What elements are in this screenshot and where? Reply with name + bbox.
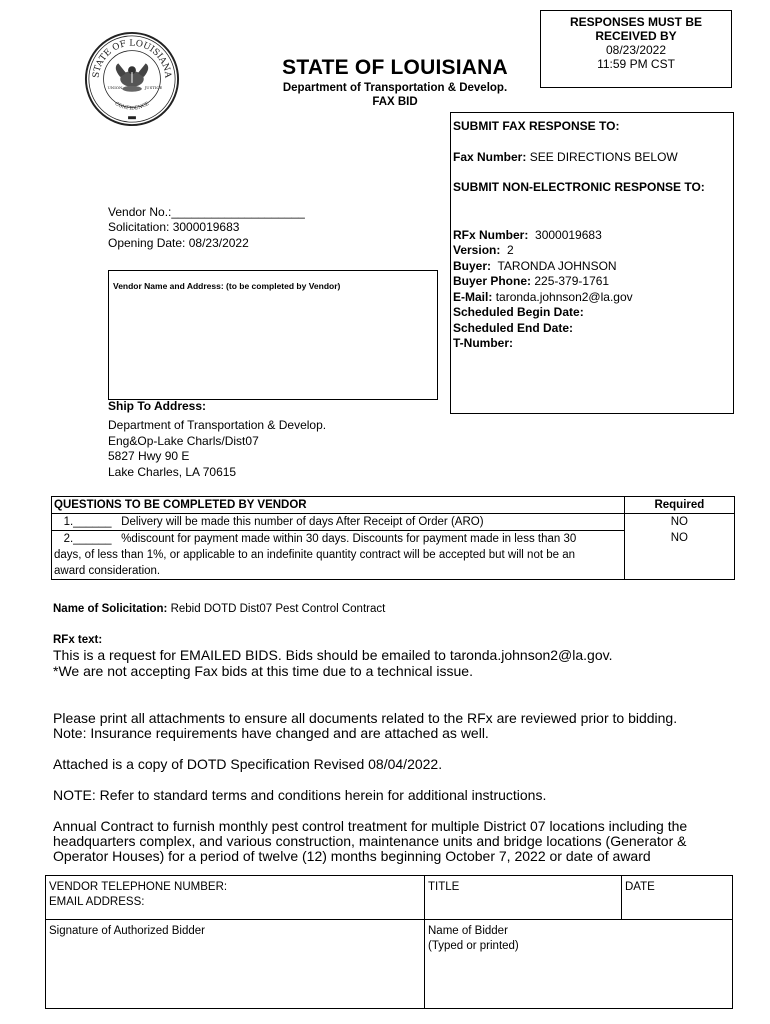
rfx-text-label: RFx text: [53, 634, 103, 646]
nonelectronic-heading: SUBMIT NON-ELECTRONIC RESPONSE TO: [453, 180, 705, 194]
rfx-number-line [453, 228, 602, 242]
buyer-label: Buyer: [453, 259, 492, 273]
signature-label: Signature of Authorized Bidder [49, 925, 205, 937]
svg-text:CONFIDENCE [114, 101, 151, 112]
email-line [453, 290, 633, 304]
vendor-name-address-box [108, 270, 438, 400]
questions-header: QUESTIONS TO BE COMPLETED BY VENDOR [52, 497, 625, 514]
response-time: 11:59 PM CST [597, 57, 675, 71]
bidder-name-label: Name of Bidder [428, 925, 508, 937]
buyer-phone-label: Buyer Phone: [453, 274, 532, 288]
solicitation-name-value: Rebid DOTD Dist07 Pest Control Contract [170, 603, 386, 615]
buyer-line [453, 259, 617, 273]
rfx-paragraph-1-line-2: *We are not accepting Fax bids at this time due to a technical issue. [53, 663, 473, 679]
question-2-line-2: days, of less than 1%, or applicable to an indefinite quantity contract will be accepted but will not be an [54, 549, 576, 561]
submit-response-box [450, 112, 734, 414]
email-value: taronda.johnson2@la.gov [495, 290, 633, 304]
ship-to-line-2: Eng&Op-Lake Charls/Dist07 [108, 434, 259, 448]
document-type: FAX BID [372, 96, 418, 108]
signature-cell [46, 920, 425, 1009]
question-1-text: 1.______ Delivery will be made this number of days After Receipt of Order (ARO) [54, 516, 484, 528]
table-row [46, 920, 733, 1009]
scheduled-begin-label: Scheduled Begin Date: [453, 305, 584, 319]
question-2-line-1: 2.______ %discount for payment made within 30 days. Discounts for payment made in less than 30 [54, 533, 577, 545]
buyer-phone-value: 225-379-1761 [534, 274, 610, 288]
table-header-row [52, 497, 735, 514]
fax-number-line [453, 150, 678, 164]
rfx-paragraph-5-line-3: Operator Houses) for a period of twelve (12) months beginning October 7, 2022 or date of award [53, 848, 651, 864]
version-value: 2 [507, 243, 514, 257]
fax-number-value: SEE DIRECTIONS BELOW [529, 150, 678, 164]
vendor-signature-table [45, 875, 733, 1009]
state-seal-image [83, 30, 181, 128]
response-deadline-box [540, 10, 732, 88]
question-cell [52, 514, 625, 580]
table-row [46, 876, 733, 920]
vendor-telephone-label: VENDOR TELEPHONE NUMBER: [49, 881, 228, 893]
fax-response-heading: SUBMIT FAX RESPONSE TO: [453, 119, 620, 133]
t-number-label: T-Number: [453, 336, 513, 350]
rfx-paragraph-5-line-2: headquarters complex, and various construction, maintenance units and bridge locations (Generator & [53, 833, 687, 849]
ship-to-label: Ship To Address: [108, 399, 207, 413]
seal-top-text: STATE OF LOUISIANA [91, 38, 173, 79]
title-cell [425, 876, 622, 920]
ship-to-line-4: Lake Charles, LA 70615 [108, 465, 237, 479]
department-name: Department of Transportation & Develop. [282, 82, 508, 94]
seal-left-text: UNION [107, 84, 123, 90]
response-deadline-label-2: RECEIVED BY [595, 29, 677, 43]
required-header: Required [624, 497, 734, 514]
version-line [453, 243, 514, 257]
bidder-name-sublabel: (Typed or printed) [428, 940, 519, 952]
ship-to-line-3: 5827 Hwy 90 E [108, 449, 190, 463]
date-label: DATE [625, 881, 655, 893]
rfx-paragraph-2-line-2: Note: Insurance requirements have changed and are attached as well. [53, 725, 489, 741]
rfx-paragraph-5-line-1: Annual Contract to furnish monthly pest control treatment for multiple District 07 locations including the [53, 818, 688, 834]
buyer-value: TARONDA JOHNSON [497, 259, 617, 273]
required-cell [624, 514, 734, 580]
solicitation-number: Solicitation: 3000019683 [108, 220, 240, 234]
date-cell [622, 876, 733, 920]
question-2-line-3: award consideration. [54, 565, 161, 577]
seal-right-text: JUSTICE [144, 84, 163, 90]
rfx-paragraph-4: NOTE: Refer to standard terms and conditions herein for additional instructions. [53, 787, 547, 803]
question-2-block [52, 530, 624, 579]
question-2-required: NO [670, 532, 688, 544]
fax-number-label: Fax Number: [453, 150, 527, 164]
email-label: E-Mail: [453, 290, 493, 304]
opening-date: Opening Date: 08/23/2022 [108, 236, 249, 250]
rfx-paragraph-2-line-1: Please print all attachments to ensure all documents related to the RFx are reviewed prior to bidding. [53, 710, 678, 726]
rfx-number-label: RFx Number: [453, 228, 529, 242]
email-address-label: EMAIL ADDRESS: [49, 896, 145, 908]
vendor-contact-cell [46, 876, 425, 920]
solicitation-name-line [53, 603, 385, 615]
seal-bottom-text: CONFIDENCE [113, 100, 151, 112]
document-title: STATE OF LOUISIANA [282, 56, 508, 79]
rfx-number-value: 3000019683 [535, 228, 602, 242]
bidder-name-cell [425, 920, 733, 1009]
rfx-paragraph-1-line-1: This is a request for EMAILED BIDS. Bids should be emailed to taronda.johnson2@la.gov. [53, 647, 613, 663]
table-row [52, 514, 735, 580]
response-date: 08/23/2022 [605, 43, 667, 57]
title-label: TITLE [428, 881, 460, 893]
vendor-box-label: Vendor Name and Address: (to be completed by Vendor) [113, 281, 341, 291]
rfx-paragraph-3: Attached is a copy of DOTD Specification Revised 08/04/2022. [53, 756, 443, 772]
scheduled-end-label: Scheduled End Date: [453, 321, 574, 335]
question-1-required: NO [670, 516, 688, 528]
ship-to-line-1: Department of Transportation & Develop. [108, 418, 327, 432]
vendor-questions-table [51, 496, 735, 580]
version-label: Version: [453, 243, 501, 257]
solicitation-name-label: Name of Solicitation: [53, 603, 168, 615]
vendor-number-field: Vendor No.:____________________ [108, 205, 305, 219]
buyer-phone-line [453, 274, 609, 288]
response-deadline-label: RESPONSES MUST BE [569, 15, 703, 29]
